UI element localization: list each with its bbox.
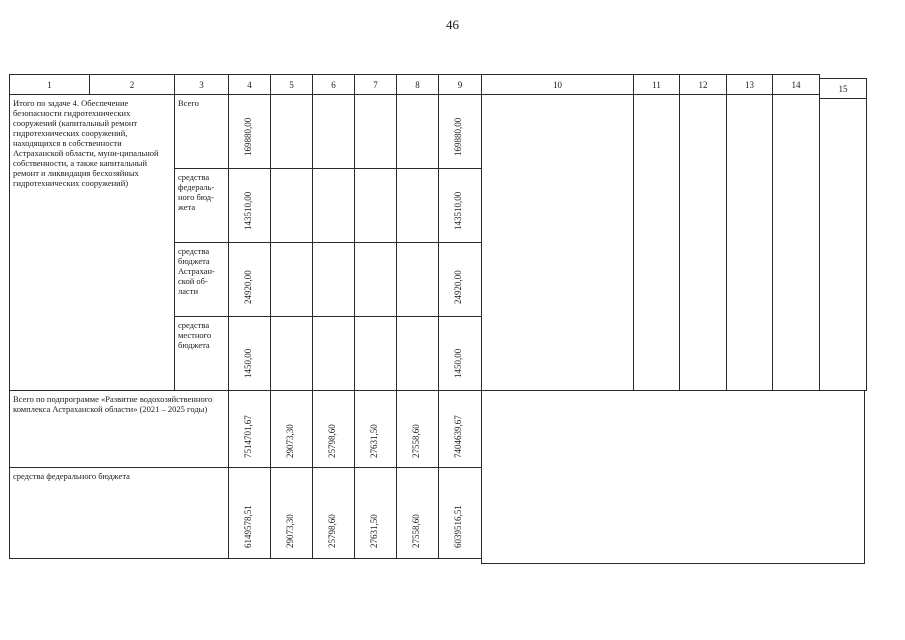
federal-value-col5: 29073,30: [285, 514, 295, 548]
header-cell-7: 7: [354, 74, 397, 95]
header-cell-12: 12: [679, 74, 727, 95]
federal-title-cell: средства федерального бюджета: [9, 467, 229, 559]
header-cell-15: 15: [819, 78, 867, 99]
subprogram-value-col4: 7514701,67: [243, 415, 253, 458]
task-col15: [819, 98, 867, 391]
federal-value-col4: 6149578,51: [243, 505, 253, 548]
header-cell-5: 5: [270, 74, 313, 95]
header-cell-10: 10: [481, 74, 634, 95]
subprogram-title-cell: Всего по подпрограмме «Развитие водохозяйственного комплекса Астраханской области» (2021 – 2025 годы): [9, 390, 229, 468]
task-col13: [726, 94, 773, 391]
subprogram-value-col5: 29073,30: [285, 424, 295, 458]
task-total-col4: 169880,00: [243, 117, 253, 156]
header-cell-8: 8: [396, 74, 439, 95]
header-cell-6: 6: [312, 74, 355, 95]
subprogram-value-col8: 27558,60: [411, 424, 421, 458]
subprogram-value-col7: 27631,50: [369, 424, 379, 458]
federal-value-col9: 6039516,51: [453, 505, 463, 548]
federal-value-col6: 25798,60: [327, 514, 337, 548]
header-cell-1: 1: [9, 74, 90, 95]
task-col14: [772, 94, 820, 391]
source-cell-federal: средства федераль-ного бюд-жета: [174, 168, 229, 243]
subprogram-value-col6: 25798,60: [327, 424, 337, 458]
subprogram-value-col9: 7404639,67: [453, 415, 463, 458]
header-cell-3: 3: [174, 74, 229, 95]
task-row-sep-3: [228, 316, 482, 317]
federal-value-col8: 27558,60: [411, 514, 421, 548]
task-row-sep-1: [228, 168, 482, 169]
header-cell-9: 9: [438, 74, 482, 95]
header-cell-13: 13: [726, 74, 773, 95]
source-cell-regional: средства бюджета Астрахан-ской об-ласти: [174, 242, 229, 317]
header-cell-11: 11: [633, 74, 680, 95]
page-number: 46: [446, 17, 459, 32]
task-col10: [481, 94, 634, 391]
budget-table: [9, 74, 867, 564]
task-regional-col9: 24920,00: [453, 270, 463, 304]
header-cell-4: 4: [228, 74, 271, 95]
task-federal-col9: 143510,00: [453, 191, 463, 230]
task-local-col4: 1450,00: [243, 348, 253, 378]
federal-value-col7: 27631,50: [369, 514, 379, 548]
source-cell-total: Всего: [174, 94, 229, 169]
source-cell-local: средства местного бюджета: [174, 316, 229, 391]
task-federal-col4: 143510,00: [243, 191, 253, 230]
header-cell-2: 2: [89, 74, 175, 95]
task-total-col9: 169880,00: [453, 117, 463, 156]
header-cell-14: 14: [772, 74, 820, 95]
task-row-sep-2: [228, 242, 482, 243]
task-col11: [633, 94, 680, 391]
subprogram-rest: [481, 390, 865, 564]
task-regional-col4: 24920,00: [243, 270, 253, 304]
task-col12: [679, 94, 727, 391]
task-local-col9: 1450,00: [453, 348, 463, 378]
task-title-cell: Итого по задаче 4. Обеспечение безопасности гидротехнических сооружений (капитальный ремонт гидротехнических сооружений, находящихся в собственности Астраханской области, муни-ципальной собственности, а также капитальный ремонт и ликвидация бесхозяйных гидротехнических сооружений): [9, 94, 175, 391]
